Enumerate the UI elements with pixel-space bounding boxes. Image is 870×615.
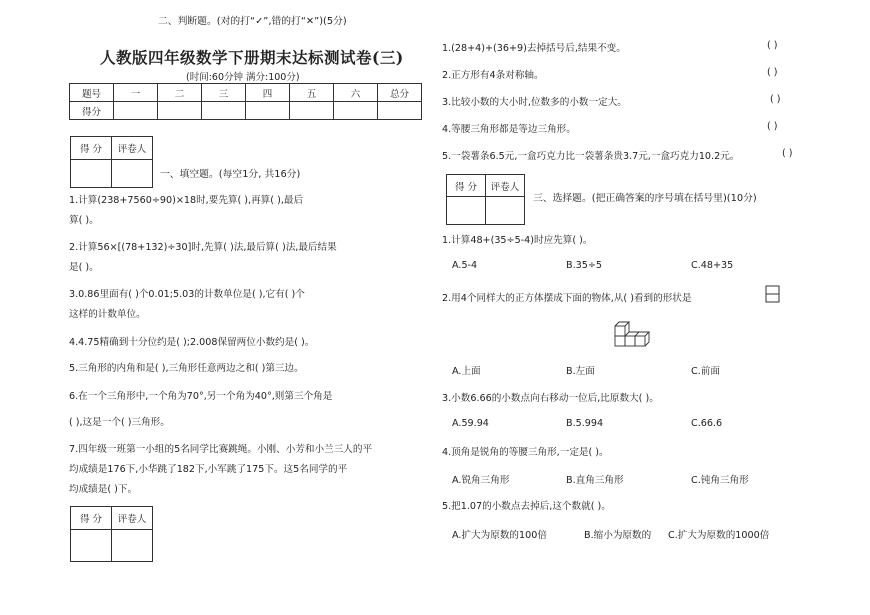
- choice-option[interactable]: C.66.6: [691, 418, 723, 429]
- score-cell[interactable]: [202, 102, 246, 120]
- choice-option[interactable]: A.上面: [452, 366, 481, 377]
- question-text: 均成绩是( )下。: [69, 484, 138, 495]
- judgement-blank[interactable]: ( ): [767, 67, 778, 78]
- judgement-item: 1.(28+4)+(36+9)去掉括号后,结果不变。: [442, 43, 626, 54]
- choice-question: 4.顶角是锐角的等腰三角形,一定是( )。: [442, 447, 609, 458]
- grader-score-label: 得 分: [71, 507, 112, 530]
- grader-score-cell[interactable]: [71, 530, 112, 562]
- grader-name-label: 评卷人: [112, 507, 153, 530]
- cubes-figure-icon: [613, 321, 667, 349]
- question-text: ( ),这是一个( )三角形。: [69, 417, 170, 428]
- choice-option[interactable]: C.钝角三角形: [691, 475, 749, 486]
- judgement-item: 4.等腰三角形都是等边三角形。: [442, 124, 576, 135]
- score-cell[interactable]: [158, 102, 202, 120]
- judgement-blank[interactable]: ( ): [782, 148, 793, 159]
- choice-option[interactable]: A.锐角三角形: [452, 475, 510, 486]
- grader-name-cell[interactable]: [112, 530, 153, 562]
- choice-option[interactable]: B.5.994: [566, 418, 604, 429]
- choice-option[interactable]: A.扩大为原数的100倍: [452, 530, 547, 541]
- choice-option[interactable]: B.直角三角形: [566, 475, 624, 486]
- judgement-blank[interactable]: ( ): [767, 40, 778, 51]
- choice-option[interactable]: C.48+35: [691, 260, 734, 271]
- score-header: 四: [246, 84, 290, 102]
- judgement-item: 5.一袋薯条6.5元,一盒巧克力比一袋薯条贵3.7元,一盒巧克力10.2元。: [442, 151, 740, 162]
- choice-option[interactable]: B.35÷5: [566, 260, 602, 271]
- grader-box: [446, 174, 525, 225]
- score-header: 题号: [70, 84, 114, 102]
- score-header: 总分: [378, 84, 422, 102]
- question-text: 7.四年级一班第一小组的5名同学比赛跳绳。小刚、小芳和小兰三人的平: [69, 444, 373, 455]
- score-cell[interactable]: [246, 102, 290, 120]
- score-cell[interactable]: [378, 102, 422, 120]
- question-text: 算( )。: [69, 215, 99, 226]
- score-header: 二: [158, 84, 202, 102]
- question-text: 这样的计数单位。: [69, 309, 146, 320]
- shape-answer-icon: [765, 285, 781, 304]
- page-subtitle: (时间:60分钟 满分:100分): [186, 72, 300, 83]
- question-text: 4.4.75精确到十分位约是( );2.008保留两位小数约是( )。: [69, 337, 315, 348]
- section-heading-choice: 三、选择题。(把正确答案的序号填在括号里)(10分): [533, 193, 757, 204]
- score-header: 三: [202, 84, 246, 102]
- choice-option[interactable]: C.前面: [691, 366, 720, 377]
- grader-score-label: 得 分: [71, 137, 112, 160]
- score-row-label: 得分: [70, 102, 114, 120]
- score-header: 六: [334, 84, 378, 102]
- choice-option[interactable]: B.左面: [566, 366, 595, 377]
- judgement-item: 3.比较小数的大小时,位数多的小数一定大。: [442, 97, 627, 108]
- score-header: 五: [290, 84, 334, 102]
- grader-box: [70, 506, 153, 562]
- question-text: 是( )。: [69, 262, 99, 273]
- choice-option[interactable]: B.缩小为原数的: [584, 530, 652, 541]
- choice-question: 5.把1.07的小数点去掉后,这个数就( )。: [442, 501, 611, 512]
- judgement-blank[interactable]: ( ): [770, 94, 781, 105]
- score-cell[interactable]: [290, 102, 334, 120]
- question-text: 1.计算(238+7560÷90)×18时,要先算( ),再算( ),最后: [69, 195, 304, 206]
- question-text: 2.计算56×[(78+132)÷30]时,先算( )法,最后算( )法,最后结果: [69, 242, 337, 253]
- score-cell[interactable]: [114, 102, 158, 120]
- judgement-blank[interactable]: ( ): [767, 121, 778, 132]
- choice-option[interactable]: A.5-4: [452, 260, 478, 271]
- choice-question: 3.小数6.66的小数点向右移动一位后,比原数大( )。: [442, 393, 659, 404]
- page-title: 人教版四年级数学下册期末达标测试卷(三): [100, 48, 404, 67]
- grader-score-cell[interactable]: [71, 160, 112, 188]
- question-text: 3.0.86里面有( )个0.01;5.03的计数单位是( ),它有( )个: [69, 289, 305, 300]
- grader-name-label: 评卷人: [486, 175, 525, 197]
- grader-score-label: 得 分: [447, 175, 486, 197]
- grader-name-label: 评卷人: [112, 137, 153, 160]
- grader-name-cell[interactable]: [486, 197, 525, 225]
- choice-question: 1.计算48+(35÷5-4)时应先算( )。: [442, 235, 593, 246]
- section-heading-judgement: 二、判断题。(对的打“✓”,错的打“✕”)(5分): [158, 16, 347, 27]
- grader-name-cell[interactable]: [112, 160, 153, 188]
- question-text: 5.三角形的内角和是( ),三角形任意两边之和( )第三边。: [69, 363, 304, 374]
- score-header: 一: [114, 84, 158, 102]
- section-heading-fill: 一、填空题。(每空1分, 共16分): [160, 169, 301, 180]
- score-cell[interactable]: [334, 102, 378, 120]
- question-text: 6.在一个三角形中,一个角为70°,另一个角为40°,则第三个角是: [69, 391, 333, 402]
- grader-score-cell[interactable]: [447, 197, 486, 225]
- judgement-item: 2.正方形有4条对称轴。: [442, 70, 544, 81]
- choice-question: 2.用4个同样大的正方体摆成下面的物体,从( )看到的形状是: [442, 293, 692, 304]
- question-text: 均成绩是176下,小华跳了182下,小军跳了175下。这5名同学的平: [69, 464, 348, 475]
- score-table: [69, 83, 422, 120]
- grader-box: [70, 136, 153, 188]
- choice-option[interactable]: A.59.94: [452, 418, 489, 429]
- choice-option[interactable]: C.扩大为原数的1000倍: [668, 530, 770, 541]
